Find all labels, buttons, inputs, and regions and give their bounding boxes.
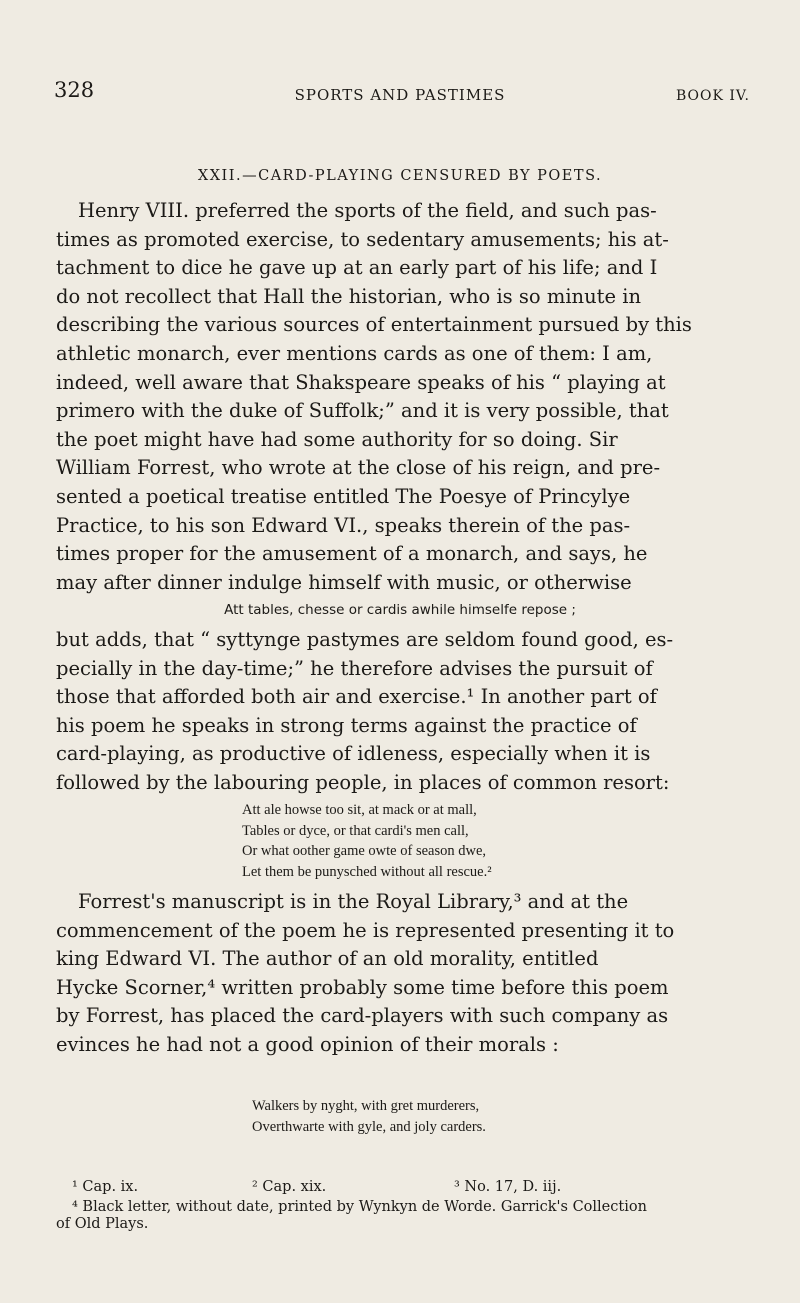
text-line: sented a poetical treatise entitled The Poesye of Princylye	[56, 484, 631, 508]
running-head	[40, 76, 760, 108]
text-line: commencement of the poem he is represented presenting it to	[56, 918, 675, 942]
footnote-row	[56, 1179, 744, 1199]
text-line: those that afforded both air and exercise.¹ In another part of	[56, 685, 657, 709]
text-line: Forrest's manuscript is in the Royal Library,³ and at the	[78, 890, 629, 913]
text-line: indeed, well aware that Shakspeare speaks of his “ playing at	[56, 370, 666, 394]
running-title: SPORTS AND PASTIMES	[294, 86, 506, 104]
text-line: Henry VIII. preferred the sports of the field, and such pas-	[78, 199, 657, 222]
text-line: but adds, that “ syttynge pastymes are seldom found good, es-	[56, 628, 674, 651]
text-line: times proper for the amusement of a monarch, and says, he	[56, 542, 648, 566]
text-line: Practice, to his son Edward VI., speaks therein of the pas-	[56, 513, 631, 537]
text-line: followed by the labouring people, in places of common resort:	[56, 770, 670, 794]
page-number: 328	[54, 78, 95, 102]
text-line: athletic monarch, ever mentions cards as one of them: I am,	[56, 341, 653, 365]
paragraph-3	[56, 888, 744, 1060]
verse-line: Let them be punysched without all rescue.²	[242, 863, 492, 880]
text-line: card-playing, as productive of idleness, especially when it is	[56, 742, 651, 766]
text-line: William Forrest, who wrote at the close of his reign, and pre-	[56, 456, 661, 480]
text-line: pecially in the day-time;” he therefore advises the pursuit of	[56, 656, 653, 680]
paragraph-3-text	[56, 888, 744, 1060]
verse-line: Overthwarte with gyle, and joly carders.	[252, 1118, 486, 1135]
text-line: Hycke Scorner,⁴ written probably some time before this poem	[56, 975, 669, 999]
footnote-2: ² Cap. xix.	[252, 1179, 327, 1195]
paragraph-1	[56, 197, 744, 597]
verse-1	[242, 800, 492, 882]
verse-line: Tables or dyce, or that cardi's men call,	[242, 822, 469, 839]
text-line: primero with the duke of Suffolk;” and it is very possible, that	[56, 399, 669, 423]
section-heading: XXII.—CARD-PLAYING CENSURED BY POETS.	[197, 168, 603, 184]
text-line: tachment to dice he gave up at an early part of his life; and I	[56, 256, 658, 280]
book-label: BOOK IV.	[675, 88, 750, 104]
text-line: do not recollect that Hall the historian, who is so minute in	[56, 284, 642, 308]
paragraph-2-text	[56, 626, 744, 798]
footnote-1: ¹ Cap. ix.	[72, 1179, 139, 1195]
footnotes	[56, 1179, 744, 1233]
text-line: king Edward VI. The author of an old morality, entitled	[56, 947, 599, 971]
text-line: the poet might have had some authority for so doing. Sir	[56, 427, 618, 451]
footnote-4-continued: of Old Plays.	[56, 1216, 149, 1232]
footnote-3: ³ No. 17, D. iij.	[454, 1179, 562, 1195]
verse-line: Att ale howse too sit, at mack or at mall,	[242, 802, 477, 818]
verse-line: Or what oother game owte of season dwe,	[242, 843, 487, 859]
text-line: evinces he had not a good opinion of their morals :	[56, 1032, 559, 1056]
verse-line: Walkers by nyght, with gret murderers,	[252, 1098, 480, 1114]
text-line: his poem he speaks in strong terms against the practice of	[56, 713, 637, 737]
text-line: times as promoted exercise, to sedentary amusements; his at-	[56, 227, 669, 251]
quotation-1: Att tables, chesse or cardis awhile himselfe repose ;	[224, 602, 576, 618]
text-line: may after dinner indulge himself with music, or otherwise	[56, 570, 632, 594]
text-line: describing the various sources of entertainment pursued by this	[56, 313, 692, 337]
paragraph-2	[56, 626, 744, 798]
footnote-4: ⁴ Black letter, without date, printed by Wynkyn de Worde. Garrick's Collection	[72, 1199, 647, 1215]
text-line: by Forrest, has placed the card-players with such company as	[56, 1004, 669, 1028]
paragraph-1-text	[56, 197, 744, 597]
verse-2	[252, 1096, 486, 1137]
